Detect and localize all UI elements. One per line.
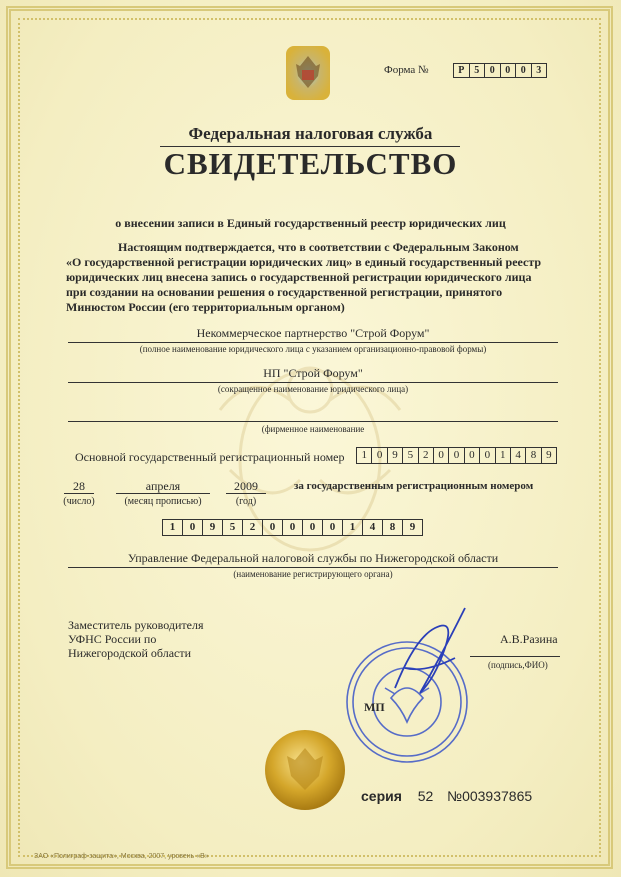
signatory-line: УФНС России по	[68, 632, 157, 646]
printer-note: ЗАО «Полиграф-защита», Москва, 2007, уровень «В»	[34, 853, 209, 860]
series-number	[361, 788, 532, 804]
series-label: серия	[361, 788, 402, 804]
reg-number-intro: за государственным регистрационным номером	[294, 480, 534, 492]
ogrn-digit: 1	[357, 448, 372, 463]
ogrn-digit: 0	[465, 448, 480, 463]
ogrn-digit: 5	[403, 448, 418, 463]
signatory-position	[68, 618, 204, 660]
short-name-line	[68, 382, 558, 383]
form-code-cell: 0	[501, 64, 517, 77]
date-year-line	[226, 493, 266, 494]
reg-digit: 0	[263, 520, 283, 535]
short-name-value: НП "Строй Форум"	[263, 366, 363, 380]
reg-number-boxes	[162, 519, 423, 536]
reg-digit: 2	[243, 520, 263, 535]
certificate-number: №003937865	[447, 788, 533, 804]
body-line: Настоящим подтверждается, что в соответствии с Федеральным Законом	[118, 240, 519, 254]
form-code-cell: 0	[485, 64, 501, 77]
signatory-name: А.В.Разина	[500, 632, 558, 646]
service-name: Федеральная налоговая служба	[188, 124, 433, 143]
series-value: 52	[417, 788, 434, 804]
ogrn-digit: 0	[449, 448, 464, 463]
date-year-caption: (год)	[235, 496, 257, 507]
ogrn-boxes	[356, 447, 557, 464]
document-title: СВИДЕТЕЛЬСТВО	[163, 146, 458, 181]
reg-digit: 1	[163, 520, 183, 535]
signatory-line: Заместитель руководителя	[68, 618, 204, 632]
reg-digit: 0	[183, 520, 203, 535]
ogrn-digit: 0	[434, 448, 449, 463]
form-code-cell: Р	[454, 64, 470, 77]
reg-digit: 0	[283, 520, 303, 535]
document-subtitle: о внесении записи в Единый государственный реестр юридических лиц	[115, 216, 506, 230]
reg-digit: 4	[363, 520, 383, 535]
form-code-cell: 0	[516, 64, 532, 77]
body-paragraph	[66, 240, 566, 315]
authority-line	[68, 567, 558, 568]
reg-digit: 8	[383, 520, 403, 535]
reg-digit: 1	[343, 520, 363, 535]
brand-name-line	[68, 421, 558, 422]
form-number-label: Форма №	[384, 64, 429, 76]
ogrn-digit: 9	[388, 448, 403, 463]
ogrn-digit: 1	[496, 448, 511, 463]
ogrn-digit: 2	[419, 448, 434, 463]
full-name-line	[68, 342, 558, 343]
date-year: 2009	[234, 479, 258, 493]
signature-line	[470, 656, 560, 657]
authority-caption: (наименование регистрирующего органа)	[233, 569, 393, 579]
mp-label: МП	[364, 700, 385, 714]
ogrn-digit: 0	[372, 448, 387, 463]
reg-digit: 5	[223, 520, 243, 535]
date-month: апреля	[145, 479, 181, 493]
form-code-cell: 3	[536, 65, 542, 76]
signature-icon	[385, 598, 475, 708]
short-name-caption: (сокращенное наименование юридического лица)	[217, 384, 409, 394]
reg-digit: 9	[409, 521, 416, 533]
date-day-caption: (число)	[63, 496, 95, 507]
gold-foil-seal-icon	[263, 728, 347, 812]
date-month-line	[116, 493, 210, 494]
date-day-line	[64, 493, 94, 494]
signature-caption: (подпись,ФИО)	[488, 660, 548, 670]
reg-digit: 0	[323, 520, 343, 535]
hologram-emblem-icon	[280, 44, 336, 102]
signatory-line: Нижегородской области	[68, 646, 192, 660]
body-line: юридических лиц внесена запись о государственной регистрации юридического лица	[66, 270, 532, 284]
form-number-boxes	[453, 63, 547, 78]
reg-digit: 9	[203, 520, 223, 535]
body-line: при создании на основании решения о государственной регистрации, принятого	[66, 285, 503, 299]
date-month-caption: (месяц прописью)	[124, 496, 202, 507]
ogrn-digit: 0	[480, 448, 495, 463]
date-day: 28	[73, 479, 85, 493]
brand-name-caption: (фирменное наименование	[261, 424, 365, 434]
full-name-value: Некоммерческое партнерство "Строй Форум"	[196, 326, 430, 340]
body-line: Минюстом России (его территориальным органом)	[66, 300, 345, 314]
form-code-cell: 5	[470, 64, 486, 77]
ogrn-label: Основной государственный регистрационный номер	[75, 450, 345, 464]
ogrn-digit: 9	[546, 449, 552, 461]
body-line: «О государственной регистрации юридических лиц» в единый государственный реестр	[66, 255, 542, 269]
ogrn-digit: 4	[511, 448, 526, 463]
full-name-caption: (полное наименование юридического лица с указанием организационно-правовой формы)	[139, 344, 487, 354]
authority-value: Управление Федеральной налоговой службы по Нижегородской области	[127, 551, 499, 565]
ogrn-digit: 8	[526, 448, 541, 463]
reg-digit: 0	[303, 520, 323, 535]
